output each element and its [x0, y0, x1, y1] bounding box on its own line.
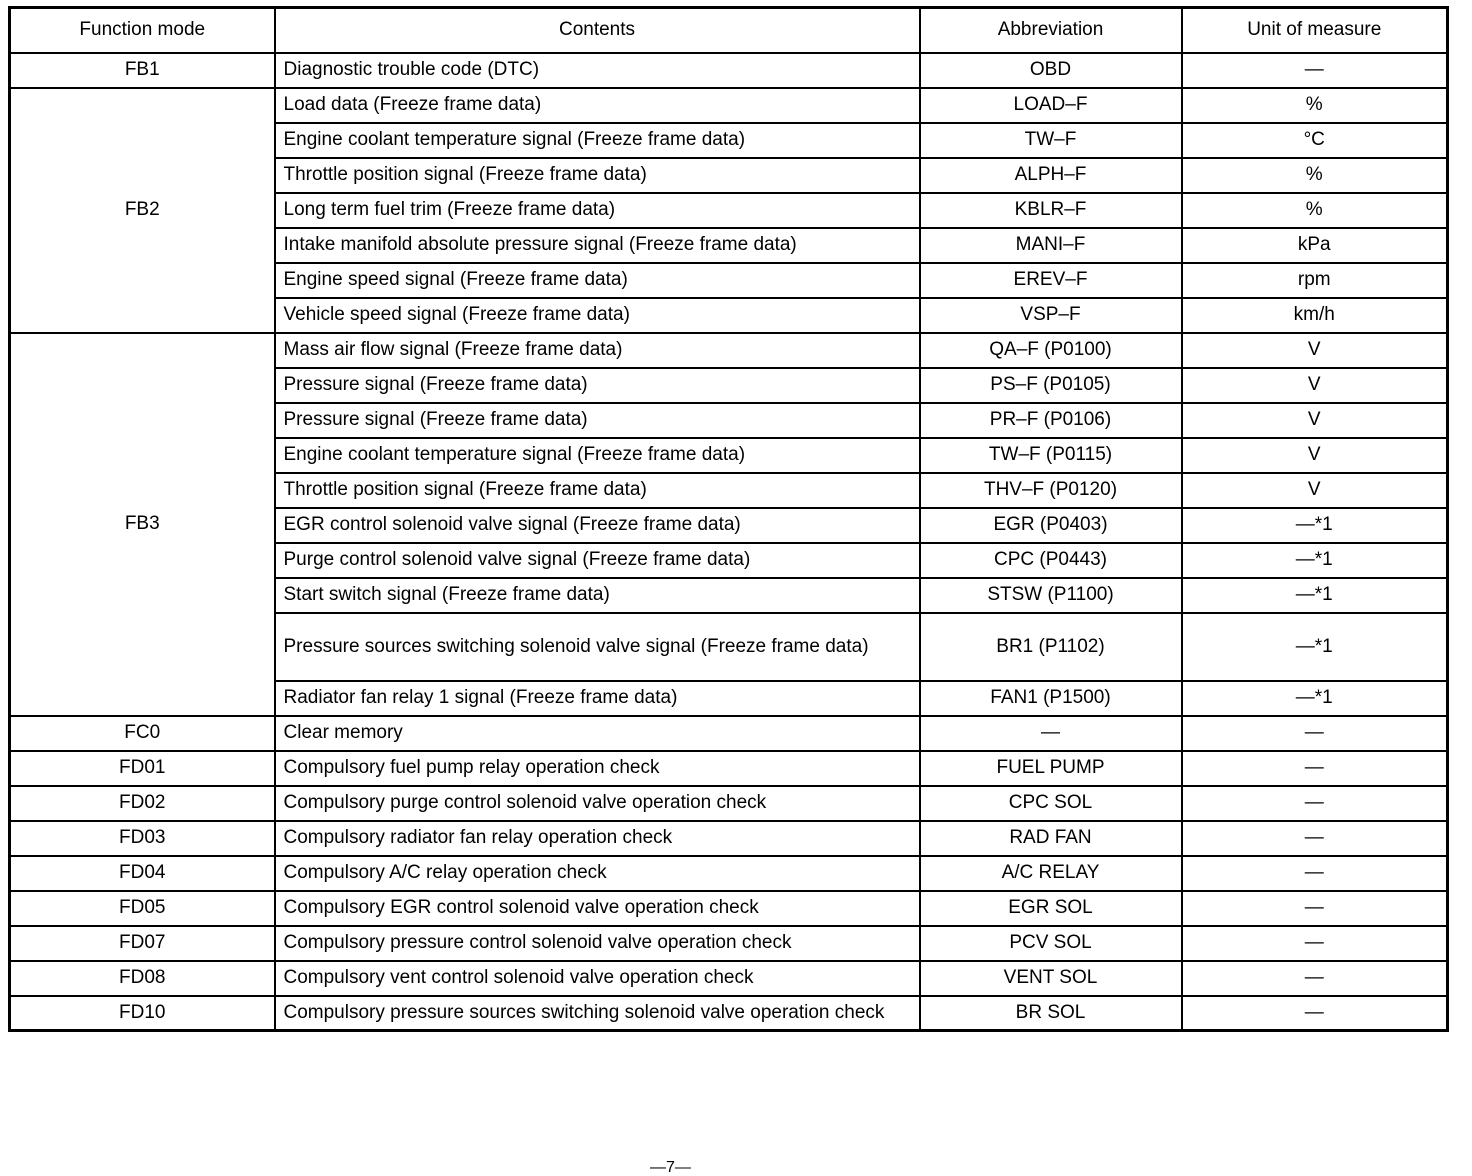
contents-cell: Compulsory radiator fan relay operation check	[275, 821, 920, 856]
contents-cell: Radiator fan relay 1 signal (Freeze frame data)	[275, 681, 920, 716]
contents-cell: EGR control solenoid valve signal (Freeze frame data)	[275, 508, 920, 543]
function-mode-cell: FD05	[10, 891, 275, 926]
abbreviation-cell: ALPH–F	[920, 158, 1182, 193]
abbreviation-cell: VSP–F	[920, 298, 1182, 333]
unit-cell: V	[1182, 473, 1448, 508]
table-row	[10, 786, 1448, 821]
abbreviation-cell: BR SOL	[920, 996, 1182, 1031]
header-function-mode: Function mode	[10, 8, 275, 53]
abbreviation-cell: PCV SOL	[920, 926, 1182, 961]
table-row	[10, 891, 1448, 926]
contents-cell: Throttle position signal (Freeze frame data)	[275, 473, 920, 508]
table-row	[10, 926, 1448, 961]
abbreviation-cell: OBD	[920, 53, 1182, 88]
abbreviation-cell: FAN1 (P1500)	[920, 681, 1182, 716]
abbreviation-cell: BR1 (P1102)	[920, 613, 1182, 681]
contents-cell: Compulsory pressure sources switching solenoid valve operation check	[275, 996, 920, 1031]
header-abbreviation: Abbreviation	[920, 8, 1182, 53]
table-row	[10, 856, 1448, 891]
function-mode-cell: FB1	[10, 53, 275, 88]
unit-cell: V	[1182, 333, 1448, 368]
unit-cell: rpm	[1182, 263, 1448, 298]
contents-cell: Engine coolant temperature signal (Freeze frame data)	[275, 438, 920, 473]
unit-cell: —*1	[1182, 578, 1448, 613]
abbreviation-cell: EGR SOL	[920, 891, 1182, 926]
unit-cell: %	[1182, 193, 1448, 228]
table-row	[10, 88, 1448, 123]
function-mode-cell: FD03	[10, 821, 275, 856]
function-mode-cell: FC0	[10, 716, 275, 751]
header-unit-of-measure: Unit of measure	[1182, 8, 1448, 53]
contents-cell: Pressure signal (Freeze frame data)	[275, 403, 920, 438]
contents-cell: Throttle position signal (Freeze frame data)	[275, 158, 920, 193]
unit-cell: °C	[1182, 123, 1448, 158]
unit-cell: kPa	[1182, 228, 1448, 263]
abbreviation-cell: VENT SOL	[920, 961, 1182, 996]
contents-cell: Mass air flow signal (Freeze frame data)	[275, 333, 920, 368]
abbreviation-cell: LOAD–F	[920, 88, 1182, 123]
function-mode-cell: FD04	[10, 856, 275, 891]
contents-cell: Compulsory fuel pump relay operation check	[275, 751, 920, 786]
abbreviation-cell: MANI–F	[920, 228, 1182, 263]
unit-cell: —	[1182, 716, 1448, 751]
contents-cell: Start switch signal (Freeze frame data)	[275, 578, 920, 613]
abbreviation-cell: CPC SOL	[920, 786, 1182, 821]
abbreviation-cell: PR–F (P0106)	[920, 403, 1182, 438]
table-row	[10, 961, 1448, 996]
contents-cell: Vehicle speed signal (Freeze frame data)	[275, 298, 920, 333]
unit-cell: V	[1182, 368, 1448, 403]
unit-cell: —*1	[1182, 681, 1448, 716]
function-mode-cell: FD02	[10, 786, 275, 821]
contents-cell: Long term fuel trim (Freeze frame data)	[275, 193, 920, 228]
unit-cell: —	[1182, 751, 1448, 786]
table-row	[10, 821, 1448, 856]
contents-cell: Compulsory EGR control solenoid valve operation check	[275, 891, 920, 926]
table-row	[10, 996, 1448, 1031]
table-row	[10, 333, 1448, 368]
contents-cell: Load data (Freeze frame data)	[275, 88, 920, 123]
unit-cell: %	[1182, 88, 1448, 123]
unit-cell: —*1	[1182, 543, 1448, 578]
contents-cell: Engine coolant temperature signal (Freeze frame data)	[275, 123, 920, 158]
abbreviation-cell: QA–F (P0100)	[920, 333, 1182, 368]
abbreviation-cell: PS–F (P0105)	[920, 368, 1182, 403]
function-mode-cell: FB3	[10, 333, 275, 716]
contents-cell: Compulsory vent control solenoid valve operation check	[275, 961, 920, 996]
unit-cell: —	[1182, 53, 1448, 88]
contents-cell: Diagnostic trouble code (DTC)	[275, 53, 920, 88]
contents-cell: Engine speed signal (Freeze frame data)	[275, 263, 920, 298]
page-footer-marker: —7—	[650, 1159, 691, 1176]
abbreviation-cell: CPC (P0443)	[920, 543, 1182, 578]
contents-cell: Clear memory	[275, 716, 920, 751]
function-mode-table	[8, 6, 1449, 1032]
unit-cell: %	[1182, 158, 1448, 193]
unit-cell: —	[1182, 926, 1448, 961]
contents-cell: Purge control solenoid valve signal (Freeze frame data)	[275, 543, 920, 578]
contents-cell: Pressure sources switching solenoid valve signal (Freeze frame data)	[275, 613, 920, 681]
table-row	[10, 53, 1448, 88]
unit-cell: km/h	[1182, 298, 1448, 333]
contents-cell: Compulsory purge control solenoid valve operation check	[275, 786, 920, 821]
abbreviation-cell: STSW (P1100)	[920, 578, 1182, 613]
abbreviation-cell: A/C RELAY	[920, 856, 1182, 891]
header-contents: Contents	[275, 8, 920, 53]
contents-cell: Intake manifold absolute pressure signal (Freeze frame data)	[275, 228, 920, 263]
unit-cell: V	[1182, 438, 1448, 473]
unit-cell: —	[1182, 856, 1448, 891]
contents-cell: Compulsory A/C relay operation check	[275, 856, 920, 891]
abbreviation-cell: KBLR–F	[920, 193, 1182, 228]
abbreviation-cell: THV–F (P0120)	[920, 473, 1182, 508]
unit-cell: —	[1182, 821, 1448, 856]
abbreviation-cell: RAD FAN	[920, 821, 1182, 856]
abbreviation-cell: TW–F (P0115)	[920, 438, 1182, 473]
unit-cell: —	[1182, 786, 1448, 821]
function-mode-cell: FD10	[10, 996, 275, 1031]
abbreviation-cell: EGR (P0403)	[920, 508, 1182, 543]
abbreviation-cell: FUEL PUMP	[920, 751, 1182, 786]
abbreviation-cell: EREV–F	[920, 263, 1182, 298]
header-row	[10, 8, 1448, 53]
unit-cell: —	[1182, 961, 1448, 996]
table-row	[10, 716, 1448, 751]
unit-cell: —*1	[1182, 508, 1448, 543]
contents-cell: Compulsory pressure control solenoid valve operation check	[275, 926, 920, 961]
unit-cell: —	[1182, 996, 1448, 1031]
abbreviation-cell: TW–F	[920, 123, 1182, 158]
function-mode-cell: FD01	[10, 751, 275, 786]
table-body	[10, 53, 1448, 1031]
function-mode-cell: FB2	[10, 88, 275, 333]
unit-cell: —*1	[1182, 613, 1448, 681]
unit-cell: V	[1182, 403, 1448, 438]
abbreviation-cell: —	[920, 716, 1182, 751]
function-mode-cell: FD07	[10, 926, 275, 961]
table-row	[10, 751, 1448, 786]
function-mode-cell: FD08	[10, 961, 275, 996]
contents-cell: Pressure signal (Freeze frame data)	[275, 368, 920, 403]
unit-cell: —	[1182, 891, 1448, 926]
